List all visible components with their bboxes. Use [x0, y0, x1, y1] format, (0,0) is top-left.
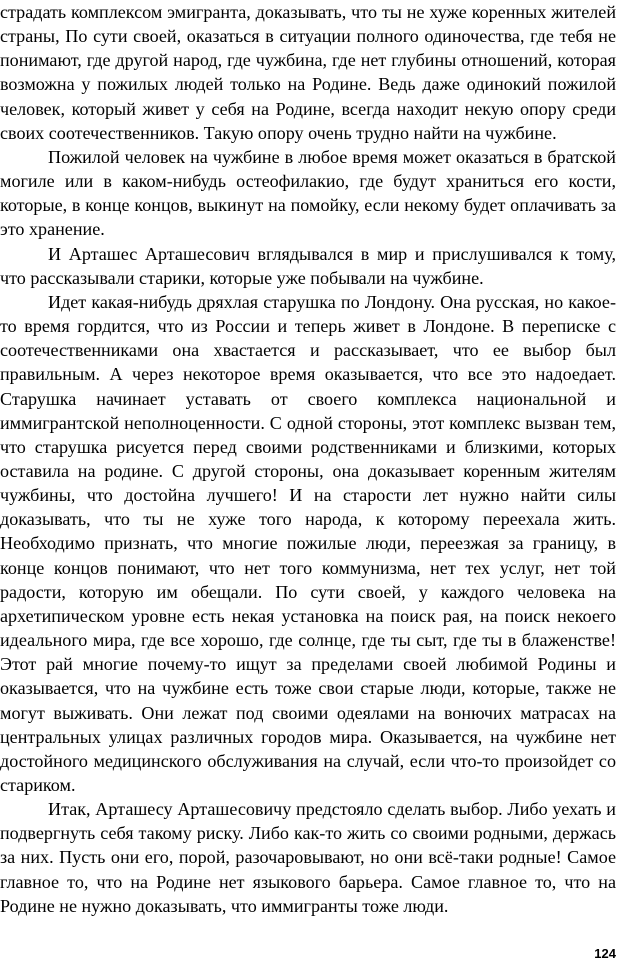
paragraph-3: И Арташес Арташесович вглядывался в мир и прислушивался к тому, что рассказывали старики, которые уже побывали на чужбине.	[0, 243, 616, 288]
paragraph-4: Идет какая-нибудь дряхлая старушка по Лондону. Она русская, но какое-то время гордится, что из России и теперь живет в Лондоне. В переписке с соотечественниками она хвастается и рассказывает, что ее выбор был правильным. А через некоторое время оказывается, что все это надоедает. Старушка начинает уставать от своего комплекса национальной и иммигрантской неполноценности. С одной стороны, этот комплекс вызван тем, что старушка рисуется перед своими родственниками и близкими, которых оставила на родине. С другой стороны, она доказывает коренным жителям чужбины, что достойна лучшего! И на старости лет нужно найти силы доказывать, что ты не хуже того народа, к которому переехала жить. Необходимо признать, что многие пожилые люди, переезжая за границу, в конце концов понимают, что нет того коммунизма, нет тех услуг, нет той радости, которую им обещали. По сути своей, у каждого человека на архетипическом уровне есть некая установка на поиск рая, на поиск некоего идеального мира, где все хорошо, где солнце, где ты сыт, где ты в блаженстве! Этот рай многие почему-то ищут за пределами своей любимой Родины и оказывается, что на чужбине есть тоже свои старые люди, которые, также не могут выживать. Они лежат под своими одеялами на вонючих матрасах на центральных улицах различных городов мира. Оказывается, на чужбине нет достойного медицинского обслуживания на случай, если что-то произойдет со стариком.	[0, 291, 616, 795]
paragraph-5: Итак, Арташесу Арташесовичу предстояло сделать выбор. Либо уехать и подвергнуть себя такому риску. Либо как-то жить со своими родными, держась за них. Пусть они его, порой, разочаровывают, но они всё-таки родные! Самое главное то, что на Родине нет языкового барьера. Самое главное то, что на Родине не нужно доказывать, что иммигранты тоже люди.	[0, 799, 616, 916]
paragraph-2: Пожилой человек на чужбине в любое время может оказаться в братской могиле или в каком-нибудь остеофилакио, где будут храниться его кости, которые, в конце концов, выкинут на помойку, если некому будет оплачивать за это хранение.	[0, 146, 616, 240]
paragraph-1: страдать комплексом эмигранта, доказывать, что ты не хуже коренных жителей страны, По сути своей, оказаться в ситуации полного одиночества, где тебя не понимают, где другой народ, где чужбина, где нет глубины отношений, которая возможна у пожилых людей только на Родине. Ведь даже одинокий пожилой человек, который живет у себя на Родине, всегда находит некую опору среди своих соотечественников. Такую опору очень трудно найти на чужбине.	[0, 2, 616, 143]
page-number: 124	[594, 946, 616, 961]
